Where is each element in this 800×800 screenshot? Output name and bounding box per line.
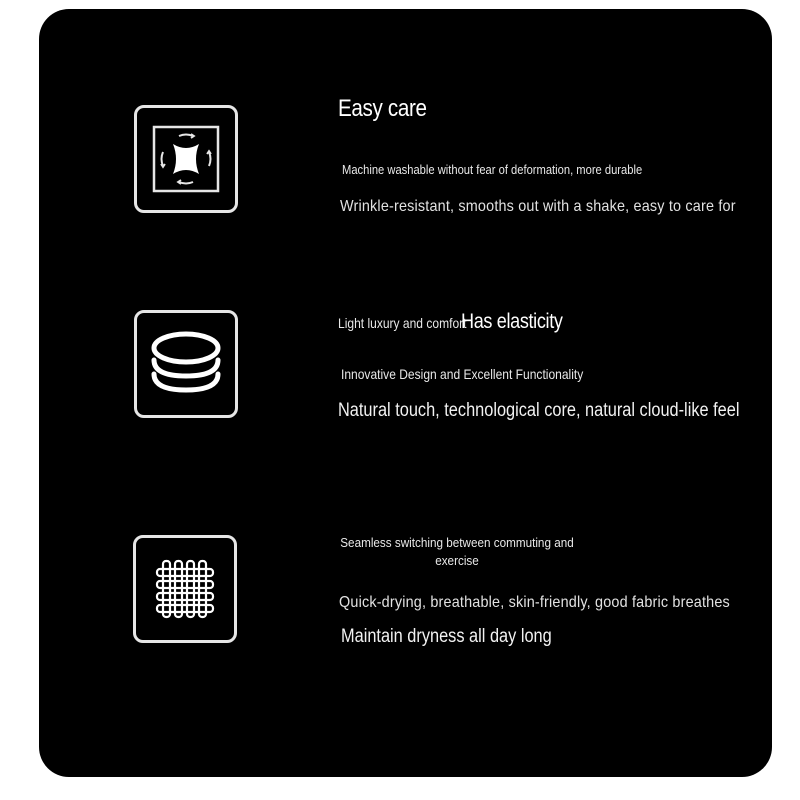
feature-subtitle-easy-care: Machine washable without fear of deformation, more durable xyxy=(342,162,643,177)
feature-description-dryness: Quick-drying, breathable, skin-friendly, good fabric breathes xyxy=(339,594,730,611)
feature-subtitle-elasticity: Innovative Design and Excellent Functionality xyxy=(341,366,584,382)
feature-description-elasticity: Natural touch, technological core, natural cloud-like feel xyxy=(338,400,740,421)
feature-description-easy-care: Wrinkle-resistant, smooths out with a shake, easy to care for xyxy=(340,198,736,215)
stacked-layers-icon xyxy=(134,310,238,418)
feature-title-elasticity: Has elasticity xyxy=(461,310,563,333)
overlap-label: Light luxury and comfort xyxy=(338,315,467,331)
washing-pillow-icon xyxy=(134,105,238,213)
feature-title-dryness: Maintain dryness all day long xyxy=(341,626,552,647)
feature-subtitle-dryness: Seamless switching between commuting and exercise xyxy=(340,535,574,568)
woven-fabric-icon xyxy=(133,535,237,643)
feature-title-easy-care: Easy care xyxy=(338,95,427,122)
